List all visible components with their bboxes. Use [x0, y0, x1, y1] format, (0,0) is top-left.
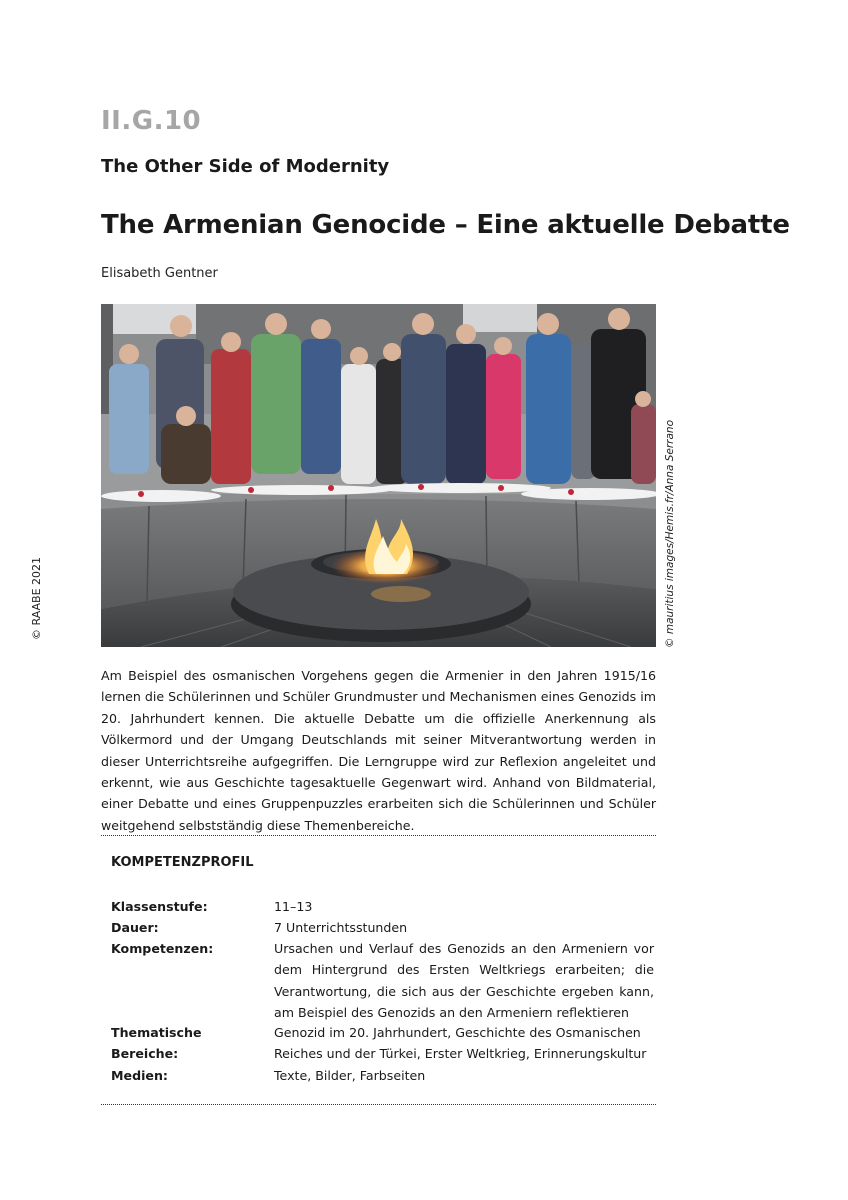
photo-credit-text: © mauritius images/Hemis.fr/Anna Serrano [664, 420, 676, 648]
dotted-divider-bottom [101, 1104, 656, 1105]
intro-paragraph: Am Beispiel des osmanischen Vorgehens gegen die Armenier in den Jahren 1915/16 lernen die Schülerinnen und Schüler Grundmuster und Mechanismen eines Genozids im 20. Jahrhundert kennen. Die aktuelle Debatte um die offizielle Anerkennung als Völkermord und der Umgang Deutschlands mit seiner Mitverantwortung werden in dieser Unterrichtsreihe aufgegriffen. Die Lerngruppe wird zur Reflexion angeleitet und erkennt, wie aus Geschichte tagesaktuelle Gegenwart wird. Anhand von Bildmaterial, einer Debatte und eines Gruppenpuzzles erarbeiten sich die Schülerinnen und Schüler weitgehend selbstständig diese Themenbereiche. [101, 668, 656, 833]
copyright-text: © RAABE 2021 [30, 556, 43, 640]
page-title: The Armenian Genocide – Eine aktuelle Debatte [101, 210, 790, 240]
unit-code: II.G.10 [101, 106, 202, 136]
profile-label: Dauer: [111, 920, 159, 935]
series-title: The Other Side of Modernity [101, 156, 390, 177]
author-name: Elisabeth Gentner [101, 266, 218, 281]
profile-label: Kompetenzen: [111, 941, 214, 956]
dotted-divider-top [101, 835, 656, 836]
photo-credit [664, 420, 678, 848]
profile-value: Texte, Bilder, Farbseiten [274, 1068, 426, 1083]
profile-value: Ursachen und Verlauf des Genozids an den Armeniern vor dem Hintergrund des Ersten Weltkriegs erarbeiten; die Verantwortung, die sich aus der Geschichte ergeben kann, am Beispiel des Genozids an den Armeniern reflektieren [274, 941, 654, 1021]
profile-value: 7 Unterrichtsstunden [274, 920, 408, 935]
profile-label: Thematische Bereiche: [111, 1025, 202, 1062]
copyright-notice [30, 556, 50, 650]
profile-value: 11–13 [274, 899, 313, 914]
memorial-photo [101, 304, 656, 647]
profile-value: Genozid im 20. Jahrhundert, Geschichte des Osmanischen Reiches und der Türkei, Erster Weltkrieg, Erinnerungskultur [274, 1025, 647, 1062]
memorial-photo-illustration [101, 304, 656, 647]
profile-label: Klassenstufe: [111, 899, 208, 914]
profile-title: KOMPETENZPROFIL [111, 855, 254, 870]
profile-label: Medien: [111, 1068, 168, 1083]
